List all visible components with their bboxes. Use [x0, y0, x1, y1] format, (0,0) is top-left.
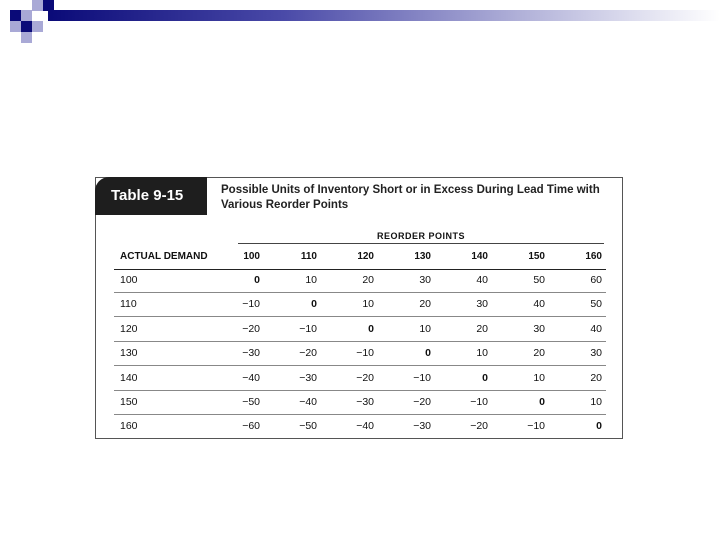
- table-cell: −20: [299, 347, 317, 360]
- table-cell: 30: [476, 298, 488, 311]
- table-cell: 0: [539, 396, 545, 408]
- banner-square: [21, 10, 32, 21]
- table-cell: 50: [533, 274, 545, 286]
- group-header-rule: [238, 243, 604, 244]
- column-header: 140: [471, 251, 488, 262]
- actual-demand-cell: 120: [120, 322, 138, 335]
- table-row: [114, 317, 606, 342]
- table-cell: −10: [470, 396, 488, 408]
- table-cell: −30: [242, 347, 260, 360]
- table-cell: 20: [362, 274, 374, 286]
- table-cell: 10: [362, 298, 374, 311]
- table-number-label: Table 9-15: [95, 177, 207, 215]
- table-cell: −10: [527, 420, 545, 433]
- table-row: [114, 414, 606, 438]
- column-header: 160: [585, 251, 602, 262]
- actual-demand-cell: 110: [120, 298, 137, 311]
- table-cell: 0: [311, 298, 317, 311]
- table-cell: 10: [419, 322, 431, 335]
- banner-square: [10, 21, 21, 32]
- actual-demand-cell: 160: [120, 420, 138, 433]
- table-cell: −40: [242, 371, 260, 384]
- actual-demand-header: ACTUAL DEMAND: [120, 251, 208, 262]
- table-cell: −20: [413, 396, 431, 408]
- table-cell: −20: [242, 322, 260, 335]
- table-cell: −10: [413, 371, 431, 384]
- table-cell: 20: [533, 347, 545, 360]
- table-cell: −20: [356, 371, 374, 384]
- table-row: [114, 390, 606, 415]
- table-cell: 60: [590, 274, 602, 286]
- table-cell: 10: [590, 396, 602, 408]
- banner-square: [21, 32, 32, 43]
- table-cell: 20: [590, 371, 602, 384]
- table-cell: −10: [356, 347, 374, 360]
- table-cell: 20: [476, 322, 488, 335]
- table-row: [114, 268, 606, 293]
- table-row: [114, 366, 606, 391]
- column-header: 130: [414, 251, 431, 262]
- column-header-row: [114, 245, 606, 270]
- column-header: 150: [528, 251, 545, 262]
- table-cell: 40: [533, 298, 545, 311]
- table-cell: 40: [590, 322, 602, 335]
- table-cell: 10: [476, 347, 488, 360]
- table-cell: 0: [596, 420, 602, 433]
- banner-square: [32, 21, 43, 32]
- table-cell: −30: [413, 420, 431, 433]
- table-cell: 0: [254, 274, 260, 286]
- table-cell: −40: [299, 396, 317, 408]
- banner-square: [32, 0, 43, 11]
- table-cell: −30: [356, 396, 374, 408]
- column-header: 100: [243, 251, 260, 262]
- table-row: [114, 292, 606, 317]
- table-cell: −10: [299, 322, 317, 335]
- banner-square: [21, 21, 32, 32]
- table-cell: −10: [242, 298, 260, 311]
- table-cell: 40: [476, 274, 488, 286]
- actual-demand-cell: 100: [120, 274, 138, 286]
- table-cell: −20: [470, 420, 488, 433]
- table-caption: Possible Units of Inventory Short or in Excess During Lead Time with Various Reorder Points: [221, 184, 600, 211]
- table-cell: −60: [242, 420, 260, 433]
- table-cell: 0: [482, 371, 488, 384]
- table-cell: 20: [419, 298, 431, 311]
- table-cell: 30: [419, 274, 431, 286]
- banner-gradient-bar: [48, 10, 720, 21]
- table-cell: 30: [590, 347, 602, 360]
- actual-demand-cell: 140: [120, 371, 138, 384]
- column-header: 110: [300, 251, 317, 262]
- decorative-banner: [0, 0, 720, 40]
- table-cell: −30: [299, 371, 317, 384]
- reorder-points-header: REORDER POINTS: [376, 231, 465, 241]
- table-cell: −50: [299, 420, 317, 433]
- table-row: [114, 341, 606, 366]
- banner-square: [10, 10, 21, 21]
- table-cell: −50: [242, 396, 260, 408]
- table-cell: 30: [533, 322, 545, 335]
- table-cell: 10: [305, 274, 317, 286]
- table-cell: 10: [533, 371, 545, 384]
- table-cell: 0: [368, 322, 374, 335]
- table-cell: −40: [356, 420, 374, 433]
- actual-demand-cell: 130: [120, 347, 138, 360]
- actual-demand-cell: 150: [120, 396, 138, 408]
- column-header: 120: [357, 251, 374, 262]
- table-cell: 0: [425, 347, 431, 360]
- table-cell: 50: [590, 298, 602, 311]
